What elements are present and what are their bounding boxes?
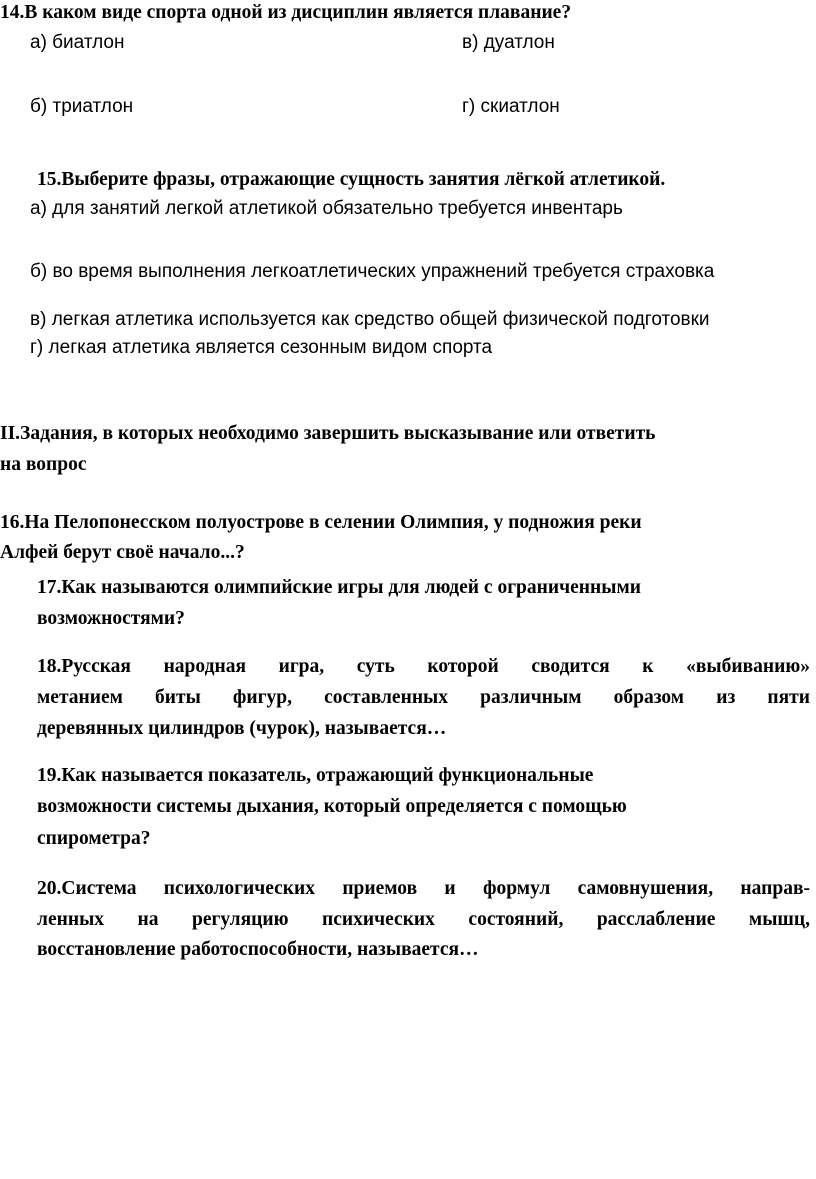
q18-text-line: деревянных цилиндров (чурок), называется…	[37, 718, 447, 739]
q18-text-line: метанием биты фигур, составленных различным образом из пяти	[37, 687, 810, 708]
q16-text-line: Алфей берут своё начало...?	[0, 542, 245, 563]
q14-option-g: г) скиатлон	[462, 96, 560, 117]
q15-option: б) во время выполнения легкоатлетических упражнений требуется страховка	[30, 261, 715, 282]
q20-text-line: восстановление работоспособности, называется…	[37, 939, 479, 960]
q19-text-line: 19.Как называется показатель, отражающий функциональные	[37, 765, 594, 786]
q19-text-line: возможности системы дыхания, который определяется с помощью	[37, 796, 627, 817]
q17-text-line: возможностями?	[37, 608, 185, 629]
q20-text-line: ленных на регуляцию психических состояний, расслабление мышц,	[37, 909, 810, 930]
q14-option-b: б) триатлон	[30, 96, 134, 117]
section2-heading-line: II.Задания, в которых необходимо завершить высказывание или ответить	[0, 423, 656, 444]
section2-heading-line: на вопрос	[0, 454, 87, 475]
q15-option: в) легкая атлетика используется как средство общей физической подготовки	[30, 309, 710, 330]
q15-option: г) легкая атлетика является сезонным видом спорта	[30, 337, 493, 358]
q18-text-line: 18.Русская народная игра, суть которой сводится к «выбиванию»	[37, 656, 810, 677]
q14-option-v: в) дуатлон	[462, 32, 555, 53]
q16-text-line: 16.На Пелопонесском полуострове в селении Олимпия, у подножия реки	[0, 512, 642, 533]
q20-text-line: 20.Система психологических приемов и формул самовнушения, направ-	[37, 878, 810, 899]
q14-option-a: а) биатлон	[30, 32, 125, 53]
q15-title: 15.Выберите фразы, отражающие сущность занятия лёгкой атлетикой.	[37, 169, 666, 190]
q14-title: 14.В каком виде спорта одной из дисциплин является плавание?	[0, 2, 572, 23]
q17-text-line: 17.Как называются олимпийские игры для людей с ограниченными	[37, 577, 641, 598]
q15-option: а) для занятий легкой атлетикой обязательно требуется инвентарь	[30, 198, 623, 219]
q19-text-line: спирометра?	[37, 828, 151, 849]
